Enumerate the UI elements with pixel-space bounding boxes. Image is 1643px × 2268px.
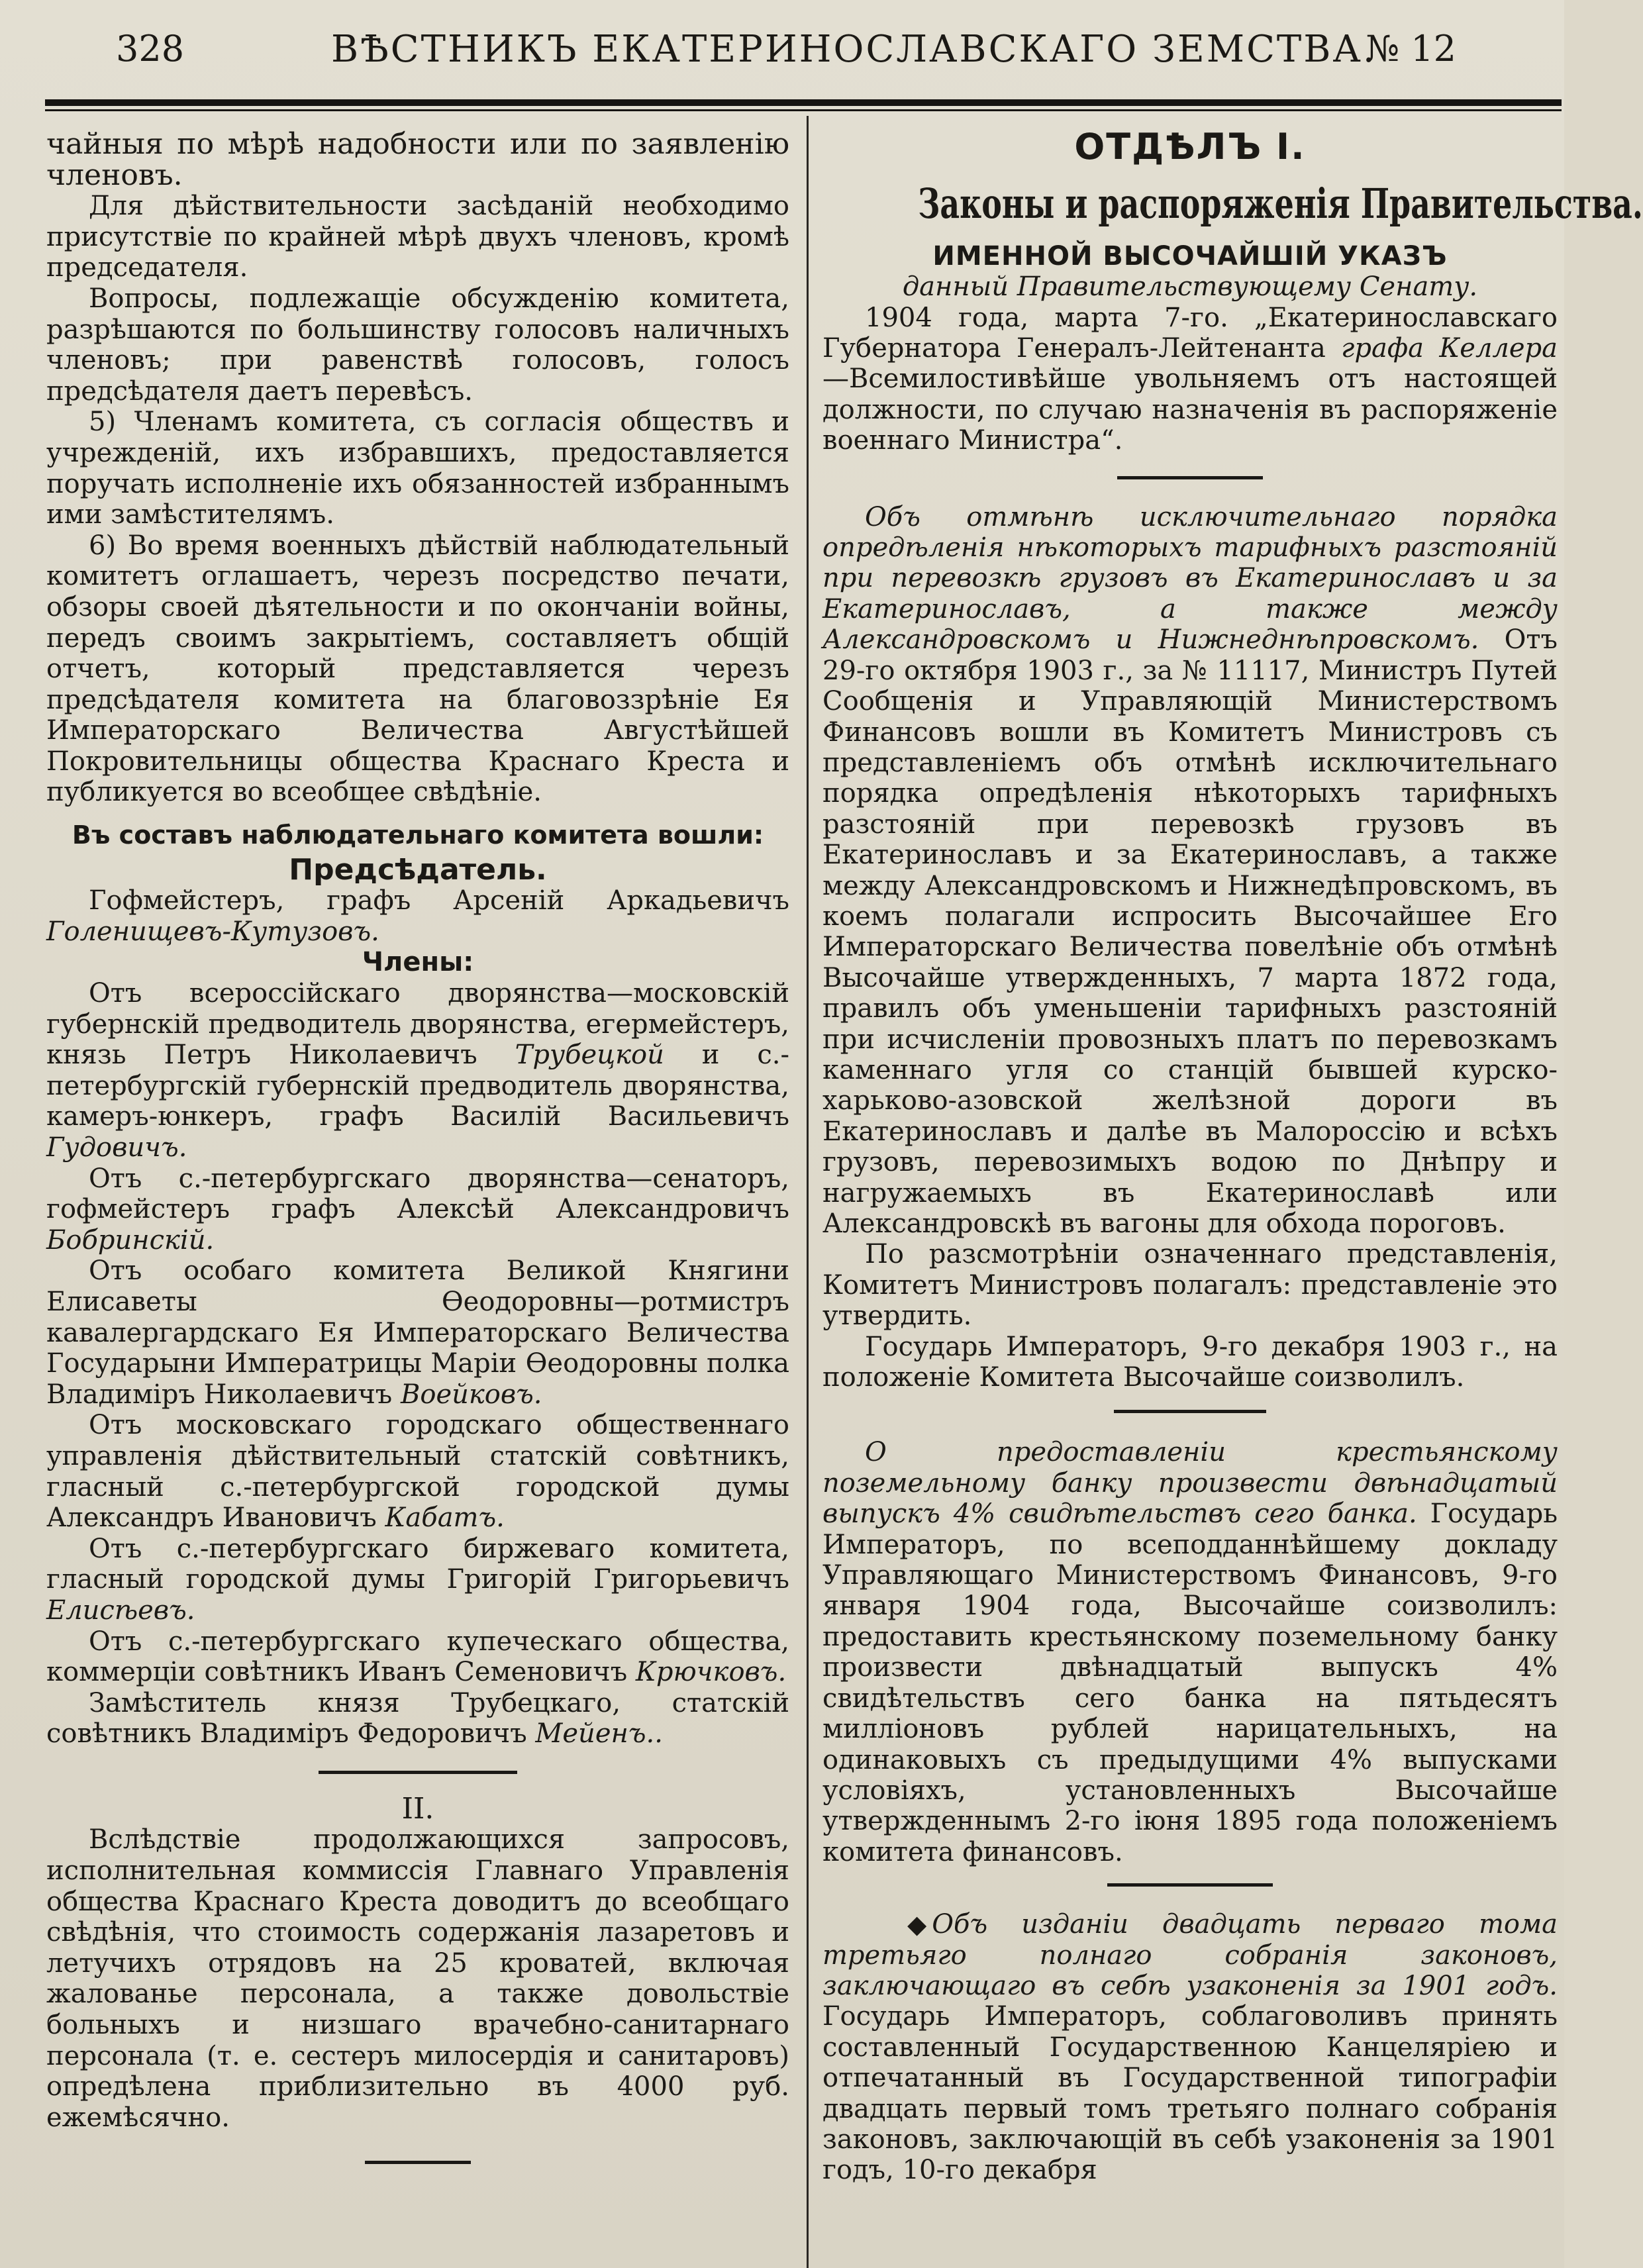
- chairman-text: Гофмейстеръ, графъ Арсеній Аркадьевичъ: [89, 885, 789, 916]
- member-name: Бобринскій.: [46, 1224, 215, 1256]
- item-body: Государь Императоръ, соблаговоливъ принять составленный Государственною Канцеляріею и отпечатанный въ Государственной типографіи двадцать первый томъ третьяго полнаго собранія законовъ, заключающій въ себѣ узаконенія за 1901 годъ, 10-го декабря: [822, 2001, 1558, 2186]
- member-entry: [46, 1163, 789, 1256]
- member-name: Трубецкой: [515, 1040, 664, 1071]
- paragraph: Государь Императоръ, 9-го декабря 1903 г., на положеніе Комитета Высочайше соизволилъ.: [822, 1331, 1558, 1393]
- item-bank: [822, 1437, 1558, 1867]
- pointing-hand-icon: ◆: [907, 1910, 927, 1940]
- member-entry: [46, 978, 789, 1163]
- item-laws-volume: [822, 1909, 1558, 2186]
- paragraph: Вслѣдствіе продолжающихся запросовъ, исполнительная коммиссія Главнаго Управленія общества Краснаго Креста доводитъ до всеобщаго свѣдѣнія, что стоимость содержанія лазаретовъ и летучихъ отрядовъ на 25 кроватей, включая жалованье персонала, а также довольствіе больныхъ и низшаго врачебно-санитарнаго персонала (т. е. сестеръ милосердія и санитаровъ) опредѣлена приблизительно въ 4000 руб. ежемѣсячно.: [46, 1824, 789, 2133]
- item-title: Объ отмѣнѣ исключительнаго порядка опредѣленія нѣкоторыхъ тарифныхъ разстояній при перевозкѣ грузовъ въ Екатеринославъ и за Екатеринославъ, а также между Александровскомъ и Нижнеднѣпровскомъ.: [822, 501, 1558, 656]
- paragraph: По разсмотрѣніи означеннаго представленія, Комитетъ Министровъ полагалъ: представленіе это утвердить.: [822, 1239, 1558, 1332]
- item-body: Государь Императоръ, по всеподданнѣйшему докладу Управляющаго Министерствомъ Финансовъ, 9-го января 1904 года, Высочайше соизволилъ: предоставить крестьянскому поземельному банку произвести двѣнадцатый выпускъ 4% свидѣтельствъ сего банка на пятьдесятъ милліоновъ рублей нарицательныхъ, на одинаковыхъ съ предыдущими 4% выпусками условіяхъ, установленныхъ Высочайше утвержденнымъ 2-го іюня 1895 года положеніемъ комитета финансовъ.: [822, 1499, 1558, 1867]
- chairman-heading: Предсѣдатель.: [289, 852, 547, 887]
- decree-addressee: данный Правительствующему Сенату.: [902, 271, 1478, 303]
- member-text: Отъ особаго комитета Великой Княгини Елисаветы Ѳеодоровны—ротмистръ кавалергардскаго Ея Императорскаго Величества Государыни Императрицы Маріи Ѳеодоровны полка Владиміръ Николаевичъ: [46, 1256, 789, 1410]
- item-body: Отъ 29-го октября 1903 г., за № 11117, Министръ Путей Сообщенія и Управляющій Министерствомъ Финансовъ вошли въ Комитетъ Министровъ съ представленіемъ объ отмѣнѣ исключительнаго порядка опредѣленія нѣкоторыхъ тарифныхъ разстояній при перевозкѣ грузовъ въ Екатеринославъ и за Екатеринославъ, а также между Александровскомъ и Нижнедѣпровскомъ, въ коемъ полагали испросить Высочайшее Его Императорскаго Величества повелѣніе объ отмѣнѣ Высочайше утвержденныхъ, 7 марта 1872 года, правилъ объ уменьшеніи тарифныхъ разстояній при исчисленіи провозныхъ платъ по перевозкамъ каменнаго угля со станцій бывшей курско-харьково-азовской желѣзной дороги въ Екатеринославъ и далѣе въ Малороссію и всѣхъ грузовъ, перевозимыхъ водою по Днѣпру и нагружаемыхъ въ Екатеринославѣ или Александровскѣ въ вагоны для обхода пороговъ.: [822, 624, 1558, 1239]
- section-two-heading: II.: [401, 1791, 434, 1826]
- section-heading: Въ составъ наблюдательнаго комитета вошли:: [72, 820, 764, 850]
- decree-text-part: 1904 года, марта 7-го. „Екатеринославскаго Губернатора Генералъ-Лейтенанта: [822, 302, 1558, 364]
- section-divider: [319, 1771, 517, 1774]
- right-column: [822, 126, 1643, 2186]
- member-entry: [46, 1534, 789, 1626]
- member-text: Отъ с.-петербургскаго купеческаго общества, коммерціи совѣтникъ Иванъ Семеновичъ: [46, 1626, 789, 1688]
- member-name: Крючковъ.: [635, 1657, 787, 1688]
- section-divider: [1107, 1883, 1273, 1887]
- item-title: Объ изданіи двадцать перваго тома третьяго полнаго собранія законовъ, заключающаго въ себѣ узаконенія за 1901 годъ.: [822, 1909, 1558, 2001]
- journal-title: ВѢСТНИКЪ ЕКАТЕРИНОСЛАВСКАГО ЗЕМСТВА.: [331, 28, 1377, 71]
- paragraph: 5) Членамъ комитета, съ согласія обществъ и учрежденій, ихъ избравшихъ, предоставляется поручать исполненіе ихъ обязанностей избраннымъ ими замѣстителямъ.: [46, 407, 789, 530]
- member-entry: [46, 1688, 789, 1750]
- member-text: Отъ московскаго городскаго общественнаго управленія дѣйствительный статскій совѣтникъ, гласный с.-петербургской городской думы Александръ Ивановичъ: [46, 1410, 789, 1534]
- decree-text: [822, 303, 1558, 456]
- paragraph: 6) Во время военныхъ дѣйствій наблюдательный комитетъ оглашаетъ, черезъ посредство печати, обзоры своей дѣятельности и по окончаніи войны, передъ своимъ закрытіемъ, составляетъ общій отчетъ, который представляется черезъ предсѣдателя комитета на благовоззрѣніе Ея Императорскаго Величества Августѣйшей Покровительницы общества Краснаго Креста и публикуется во всеобщее свѣдѣніе.: [46, 530, 789, 808]
- paragraph: Вопросы, подлежащіе обсужденію комитета, разрѣшаются по большинству голосовъ наличныхъ членовъ; при равенствѣ голосовъ, голосъ предсѣдателя даетъ перевѣсъ.: [46, 283, 789, 407]
- item-title: О предоставленіи крестьянскому поземельному банку произвести двѣнадцатый выпускъ 4% свидѣтельствъ сего банка.: [822, 1437, 1558, 1530]
- member-name: Гудовичъ.: [46, 1132, 187, 1163]
- header-rule-thick: [45, 99, 1562, 106]
- member-name: Кабатъ.: [385, 1503, 505, 1534]
- member-text: Замѣститель князя Трубецкаго, статскій совѣтникъ Владиміръ Федоровичъ: [46, 1687, 789, 1750]
- decree-heading: ИМЕННОЙ ВЫСОЧАЙШІЙ УКАЗЪ: [932, 240, 1448, 271]
- member-name: Мейенъ..: [535, 1718, 663, 1750]
- member-name: Воейковъ.: [400, 1379, 542, 1410]
- paragraph: чайныя по мѣрѣ надобности или по заявленію членовъ.: [46, 127, 789, 192]
- laws-heading: Законы и распоряженія Правительства.: [918, 179, 1643, 228]
- end-divider: [365, 2161, 471, 2164]
- column-divider: [807, 116, 809, 2268]
- chairman-name: Голенищевъ-Кутузовъ.: [46, 916, 379, 947]
- chairman-entry: [46, 885, 789, 947]
- decree-text-part: —Всемилостивѣйше увольняемъ отъ настоящей должности, по случаю назначенія въ распоряженіе военнаго Министра“.: [822, 364, 1558, 456]
- page-number: 328: [116, 28, 185, 70]
- section-divider: [1114, 1410, 1266, 1413]
- member-text: Отъ с.-петербургскаго дворянства—сенаторъ, гофмейстеръ графъ Алексѣй Александровичъ: [46, 1163, 789, 1225]
- department-heading: ОТДѢЛЪ I.: [1074, 126, 1306, 168]
- issue-number: № 12: [1366, 28, 1456, 70]
- member-entry: [46, 1626, 789, 1688]
- members-heading: Члены:: [362, 947, 474, 978]
- paragraph: Для дѣйствительности засѣданій необходимо присутствіе по крайней мѣрѣ двухъ членовъ, кромѣ председателя.: [46, 191, 789, 283]
- member-text: и с.-петербургскій губернскій предводитель дворянства, камеръ-юнкеръ, графъ Василій Васильевичъ: [46, 1040, 790, 1132]
- member-text: Отъ всероссійскаго дворянства—московскій губернскій предводитель дворянства, егермейстеръ, князь Петръ Николаевичъ: [46, 978, 789, 1071]
- left-column: [46, 129, 789, 2184]
- section-divider: [1117, 476, 1263, 479]
- page-header: [0, 28, 1564, 81]
- member-text: Отъ с.-петербургскаго биржеваго комитета, гласный городской думы Григорій Григорьевичъ: [46, 1533, 789, 1595]
- item-tariff: [822, 502, 1558, 1240]
- member-entry: [46, 1256, 789, 1410]
- governor-name: графа Келлера: [1341, 333, 1558, 364]
- member-entry: [46, 1410, 789, 1533]
- header-rule-thin: [45, 109, 1562, 111]
- member-name: Елисѣевъ.: [46, 1595, 195, 1626]
